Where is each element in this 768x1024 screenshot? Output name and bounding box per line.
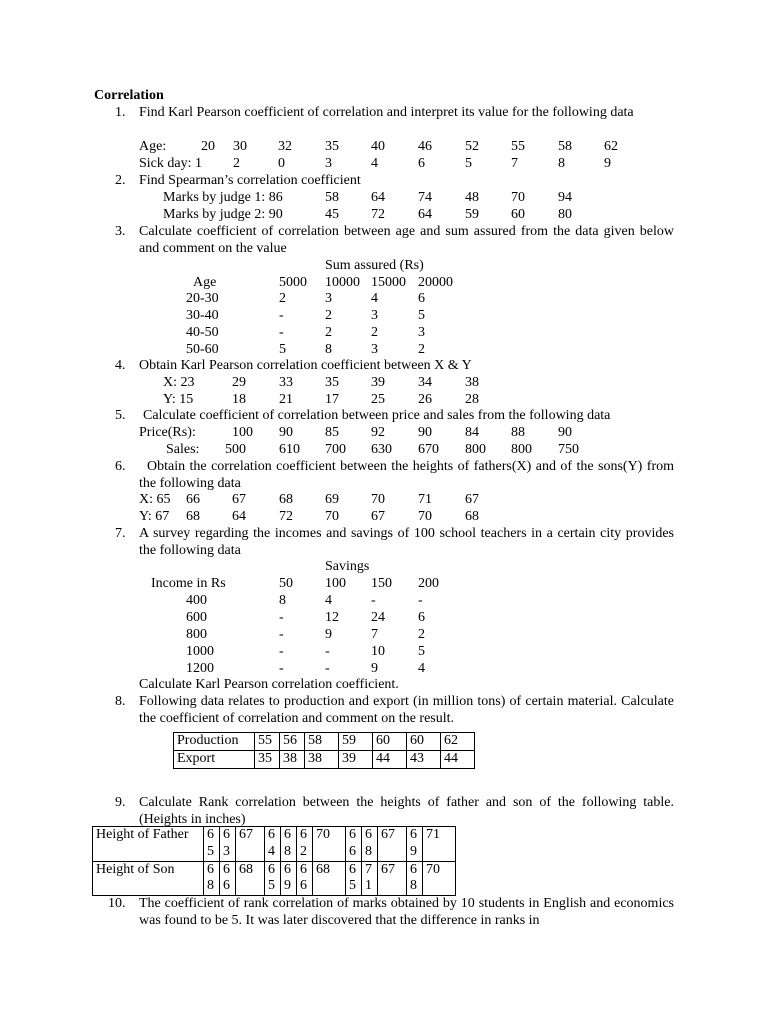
q1-age-value: 62 [604,139,618,154]
q4-number: 4. [115,358,126,373]
q6-y-value: 64 [232,509,246,524]
q3-cell: 3 [371,342,378,357]
q6-x-value: 67 [465,492,479,507]
q5-sales-value: 670 [418,442,439,457]
q1-sick-value: 4 [371,156,378,171]
q4-x-value: 33 [279,375,293,390]
q4-text: Obtain Karl Pearson correlation coefficient between X & Y [139,358,472,373]
q7-income-header: Income in Rs [151,576,226,591]
q2-judge1-value: 64 [371,190,385,205]
q9-cell: 69 [407,827,423,862]
q4-y-value: 26 [418,392,432,407]
q9-cell: 65 [346,861,362,896]
q7-cell: 10 [371,644,385,659]
q8-cell: 62 [441,733,475,751]
q7-col-header: 100 [325,576,346,591]
q7-cell: - [279,610,284,625]
q8-cell: 60 [407,733,441,751]
q2-judge1-value: 48 [465,190,479,205]
q1-age-value: 46 [418,139,432,154]
q2-judge2-value: 80 [558,207,572,222]
q7-row-label: 800 [186,627,207,642]
q1-age-label: Age: [139,139,167,154]
q5-price-value: 90 [279,425,293,440]
q9-text: Calculate Rank correlation between the heights of father and son of the following table. (Heights in inches) [139,795,674,827]
q5-price-value: 85 [325,425,339,440]
q7-cell: 12 [325,610,339,625]
q5-price-value: 92 [371,425,385,440]
q6-y-label: Y: 67 [139,509,170,524]
q2-judge2-value: 60 [511,207,525,222]
q6-text: Obtain the correlation coefficient between the heights of fathers(X) and of the sons(Y) from the following data [139,459,674,491]
q7-row-label: 400 [186,593,207,608]
q2-judge2-value: 59 [465,207,479,222]
q7-row-label: 1000 [186,644,214,659]
q1-sick-value: 0 [278,156,285,171]
q3-col-header: 10000 [325,275,360,290]
q6-x-value: 71 [418,492,432,507]
table-row [174,750,475,768]
q1-sick-value: 8 [558,156,565,171]
q9-row-label: Height of Son [93,861,204,896]
q8-cell: 44 [373,750,407,768]
q3-cell: 2 [325,325,332,340]
q7-col-header: 200 [418,576,439,591]
q9-cell: 67 [378,861,407,896]
q7-cell: - [371,593,376,608]
q1-sick-value: 9 [604,156,611,171]
q6-y-value: 72 [279,509,293,524]
q5-price-value: 90 [418,425,432,440]
q8-cell: 56 [280,733,305,751]
q9-cell: 69 [281,861,297,896]
q1-age-value: 40 [371,139,385,154]
q3-cell: 3 [418,325,425,340]
q9-cell: 68 [313,861,346,896]
q7-cell: 4 [418,661,425,676]
q3-row-label: 40-50 [186,325,219,340]
q9-cell: 65 [265,861,281,896]
q6-x-value: 69 [325,492,339,507]
q9-cell: 66 [346,827,362,862]
q3-cell: 3 [371,308,378,323]
q2-judge2-value: 72 [371,207,385,222]
q3-col-header: 15000 [371,275,406,290]
q9-row-label: Height of Father [93,827,204,862]
q3-col-header: 20000 [418,275,453,290]
q2-judge2-value: 64 [418,207,432,222]
table-row [93,827,456,862]
q7-cell: 5 [418,644,425,659]
q1-sick-value: 3 [325,156,332,171]
q6-x-value: 70 [371,492,385,507]
q9-cell: 64 [265,827,281,862]
q2-judge1-value: 74 [418,190,432,205]
q7-cell: 7 [371,627,378,642]
q7-cell: 2 [418,627,425,642]
q8-cell: 43 [407,750,441,768]
q9-cell: 68 [407,861,423,896]
q8-cell: 38 [280,750,305,768]
q8-table [173,732,475,769]
q7-col-header: 150 [371,576,392,591]
q1-age-value: 20 [201,139,215,154]
q9-cell: 68 [362,827,378,862]
q10-text: The coefficient of rank correlation of marks obtained by 10 students in English and economics was found to be 5. It was later discovered that the difference in ranks in [139,896,674,928]
q4-x-value: 34 [418,375,432,390]
q5-sales-value: 700 [325,442,346,457]
q3-caption: Sum assured (Rs) [325,258,424,273]
q1-age-value: 35 [325,139,339,154]
table-row [93,861,456,896]
q6-y-value: 67 [371,509,385,524]
q2-judge1-value: 70 [511,190,525,205]
q4-y-value: 25 [371,392,385,407]
q8-cell: 35 [255,750,280,768]
q7-row-label: 600 [186,610,207,625]
q5-sales-value: 800 [465,442,486,457]
q3-cell: 4 [371,291,378,306]
q3-cell: 8 [325,342,332,357]
q6-number: 6. [115,459,126,474]
q9-table [92,826,456,896]
q1-sick-value: 5 [465,156,472,171]
q1-age-value: 30 [233,139,247,154]
q8-cell: 39 [339,750,373,768]
q3-cell: - [279,308,284,323]
q3-cell: - [279,325,284,340]
q1-age-value: 55 [511,139,525,154]
q8-cell: 55 [255,733,280,751]
q5-price-value: 84 [465,425,479,440]
q4-y-value: 28 [465,392,479,407]
q6-y-value: 68 [465,509,479,524]
q2-judge1-value: 58 [325,190,339,205]
q5-price-value: 100 [232,425,253,440]
q5-sales-value: 610 [279,442,300,457]
q4-y-value: 18 [232,392,246,407]
q4-x-value: 29 [232,375,246,390]
q5-sales-value: 750 [558,442,579,457]
q9-cell: 66 [297,861,313,896]
q8-cell: 60 [373,733,407,751]
q2-judge2-value: 45 [325,207,339,222]
page-title: Correlation [94,88,164,103]
q9-cell: 71 [362,861,378,896]
q7-cell: 9 [371,661,378,676]
q7-col-header: 50 [279,576,293,591]
q9-cell: 68 [236,861,265,896]
q7-cell: 24 [371,610,385,625]
q7-number: 7. [115,526,126,541]
q7-cell: - [418,593,423,608]
table-row [174,733,475,751]
q8-cell: 38 [305,750,339,768]
q3-cell: 2 [325,308,332,323]
q9-cell: 67 [236,827,265,862]
q9-cell: 68 [204,861,220,896]
q4-y-value: 17 [325,392,339,407]
q10-number: 10. [108,896,126,911]
q8-number: 8. [115,694,126,709]
q9-number: 9. [115,795,126,810]
q7-cell: - [325,661,330,676]
q5-price-value: 90 [558,425,572,440]
q6-x-value: 66 [186,492,200,507]
q7-text: A survey regarding the incomes and savings of 100 school teachers in a certain city provides the following data [139,526,674,558]
q7-caption: Savings [325,559,370,574]
q9-cell: 63 [220,827,236,862]
q9-cell: 68 [281,827,297,862]
q5-number: 5. [115,408,126,423]
q5-price-value: 88 [511,425,525,440]
q1-sick-value: 7 [511,156,518,171]
q5-sales-value: 800 [511,442,532,457]
q3-text: Calculate coefficient of correlation between age and sum assured from the data given below and comment on the value [139,224,674,256]
q3-cell: 2 [418,342,425,357]
q1-sick-value: 2 [233,156,240,171]
q7-footer: Calculate Karl Pearson correlation coefficient. [139,677,399,692]
q2-text: Find Spearman’s correlation coefficient [139,173,361,188]
q5-sales-value: 630 [371,442,392,457]
q8-row-label: Export [174,750,255,768]
q4-y-value: 21 [279,392,293,407]
q4-x-value: 35 [325,375,339,390]
q3-row-label: 20-30 [186,291,219,306]
q6-x-value: 68 [279,492,293,507]
q1-sick-label: Sick day: 1 [139,156,202,171]
q3-row-label: 30-40 [186,308,219,323]
q4-x-label: X: 23 [163,375,195,390]
q3-col-header: 5000 [279,275,307,290]
q1-age-value: 32 [278,139,292,154]
q9-cell: 70 [423,861,456,896]
q9-cell: 65 [204,827,220,862]
q7-cell: 6 [418,610,425,625]
q9-cell: 66 [220,861,236,896]
q7-cell: - [279,627,284,642]
q3-cell: 5 [279,342,286,357]
q2-judge2-label: Marks by judge 2: 90 [163,207,283,222]
q4-x-value: 38 [465,375,479,390]
q6-x-value: 67 [232,492,246,507]
q1-number: 1. [115,105,126,120]
q3-age-header: Age [193,275,217,290]
q7-cell: - [279,644,284,659]
q9-cell: 71 [423,827,456,862]
q2-judge1-value: 94 [558,190,572,205]
q6-y-value: 70 [325,509,339,524]
q1-age-value: 52 [465,139,479,154]
q3-cell: 5 [418,308,425,323]
q3-cell: 6 [418,291,425,306]
q9-cell: 67 [378,827,407,862]
q6-y-value: 70 [418,509,432,524]
q6-x-label: X: 65 [139,492,171,507]
q1-text: Find Karl Pearson coefficient of correlation and interpret its value for the following data [139,105,634,120]
q3-cell: 2 [279,291,286,306]
q7-cell: 8 [279,593,286,608]
q6-y-value: 68 [186,509,200,524]
q5-text: Calculate coefficient of correlation between price and sales from the following data [143,408,611,423]
q7-cell: 9 [325,627,332,642]
q4-y-label: Y: 15 [163,392,194,407]
q3-cell: 3 [325,291,332,306]
q5-sales-value: 500 [225,442,246,457]
q8-cell: 59 [339,733,373,751]
q2-judge1-label: Marks by judge 1: 86 [163,190,283,205]
q3-cell: 2 [371,325,378,340]
q2-number: 2. [115,173,126,188]
q8-cell: 58 [305,733,339,751]
q8-text: Following data relates to production and export (in million tons) of certain material. Calculate the coefficient of correlation and comment on the result. [139,694,674,726]
q9-cell: 62 [297,827,313,862]
q4-x-value: 39 [371,375,385,390]
q7-cell: 4 [325,593,332,608]
q3-row-label: 50-60 [186,342,219,357]
q5-sales-label: Sales: [166,442,200,457]
q8-cell: 44 [441,750,475,768]
q7-cell: - [325,644,330,659]
q8-row-label: Production [174,733,255,751]
q7-cell: - [279,661,284,676]
q9-cell: 70 [313,827,346,862]
q7-row-label: 1200 [186,661,214,676]
q1-sick-value: 6 [418,156,425,171]
q1-age-value: 58 [558,139,572,154]
q5-price-label: Price(Rs): [139,425,196,440]
q3-number: 3. [115,224,126,239]
